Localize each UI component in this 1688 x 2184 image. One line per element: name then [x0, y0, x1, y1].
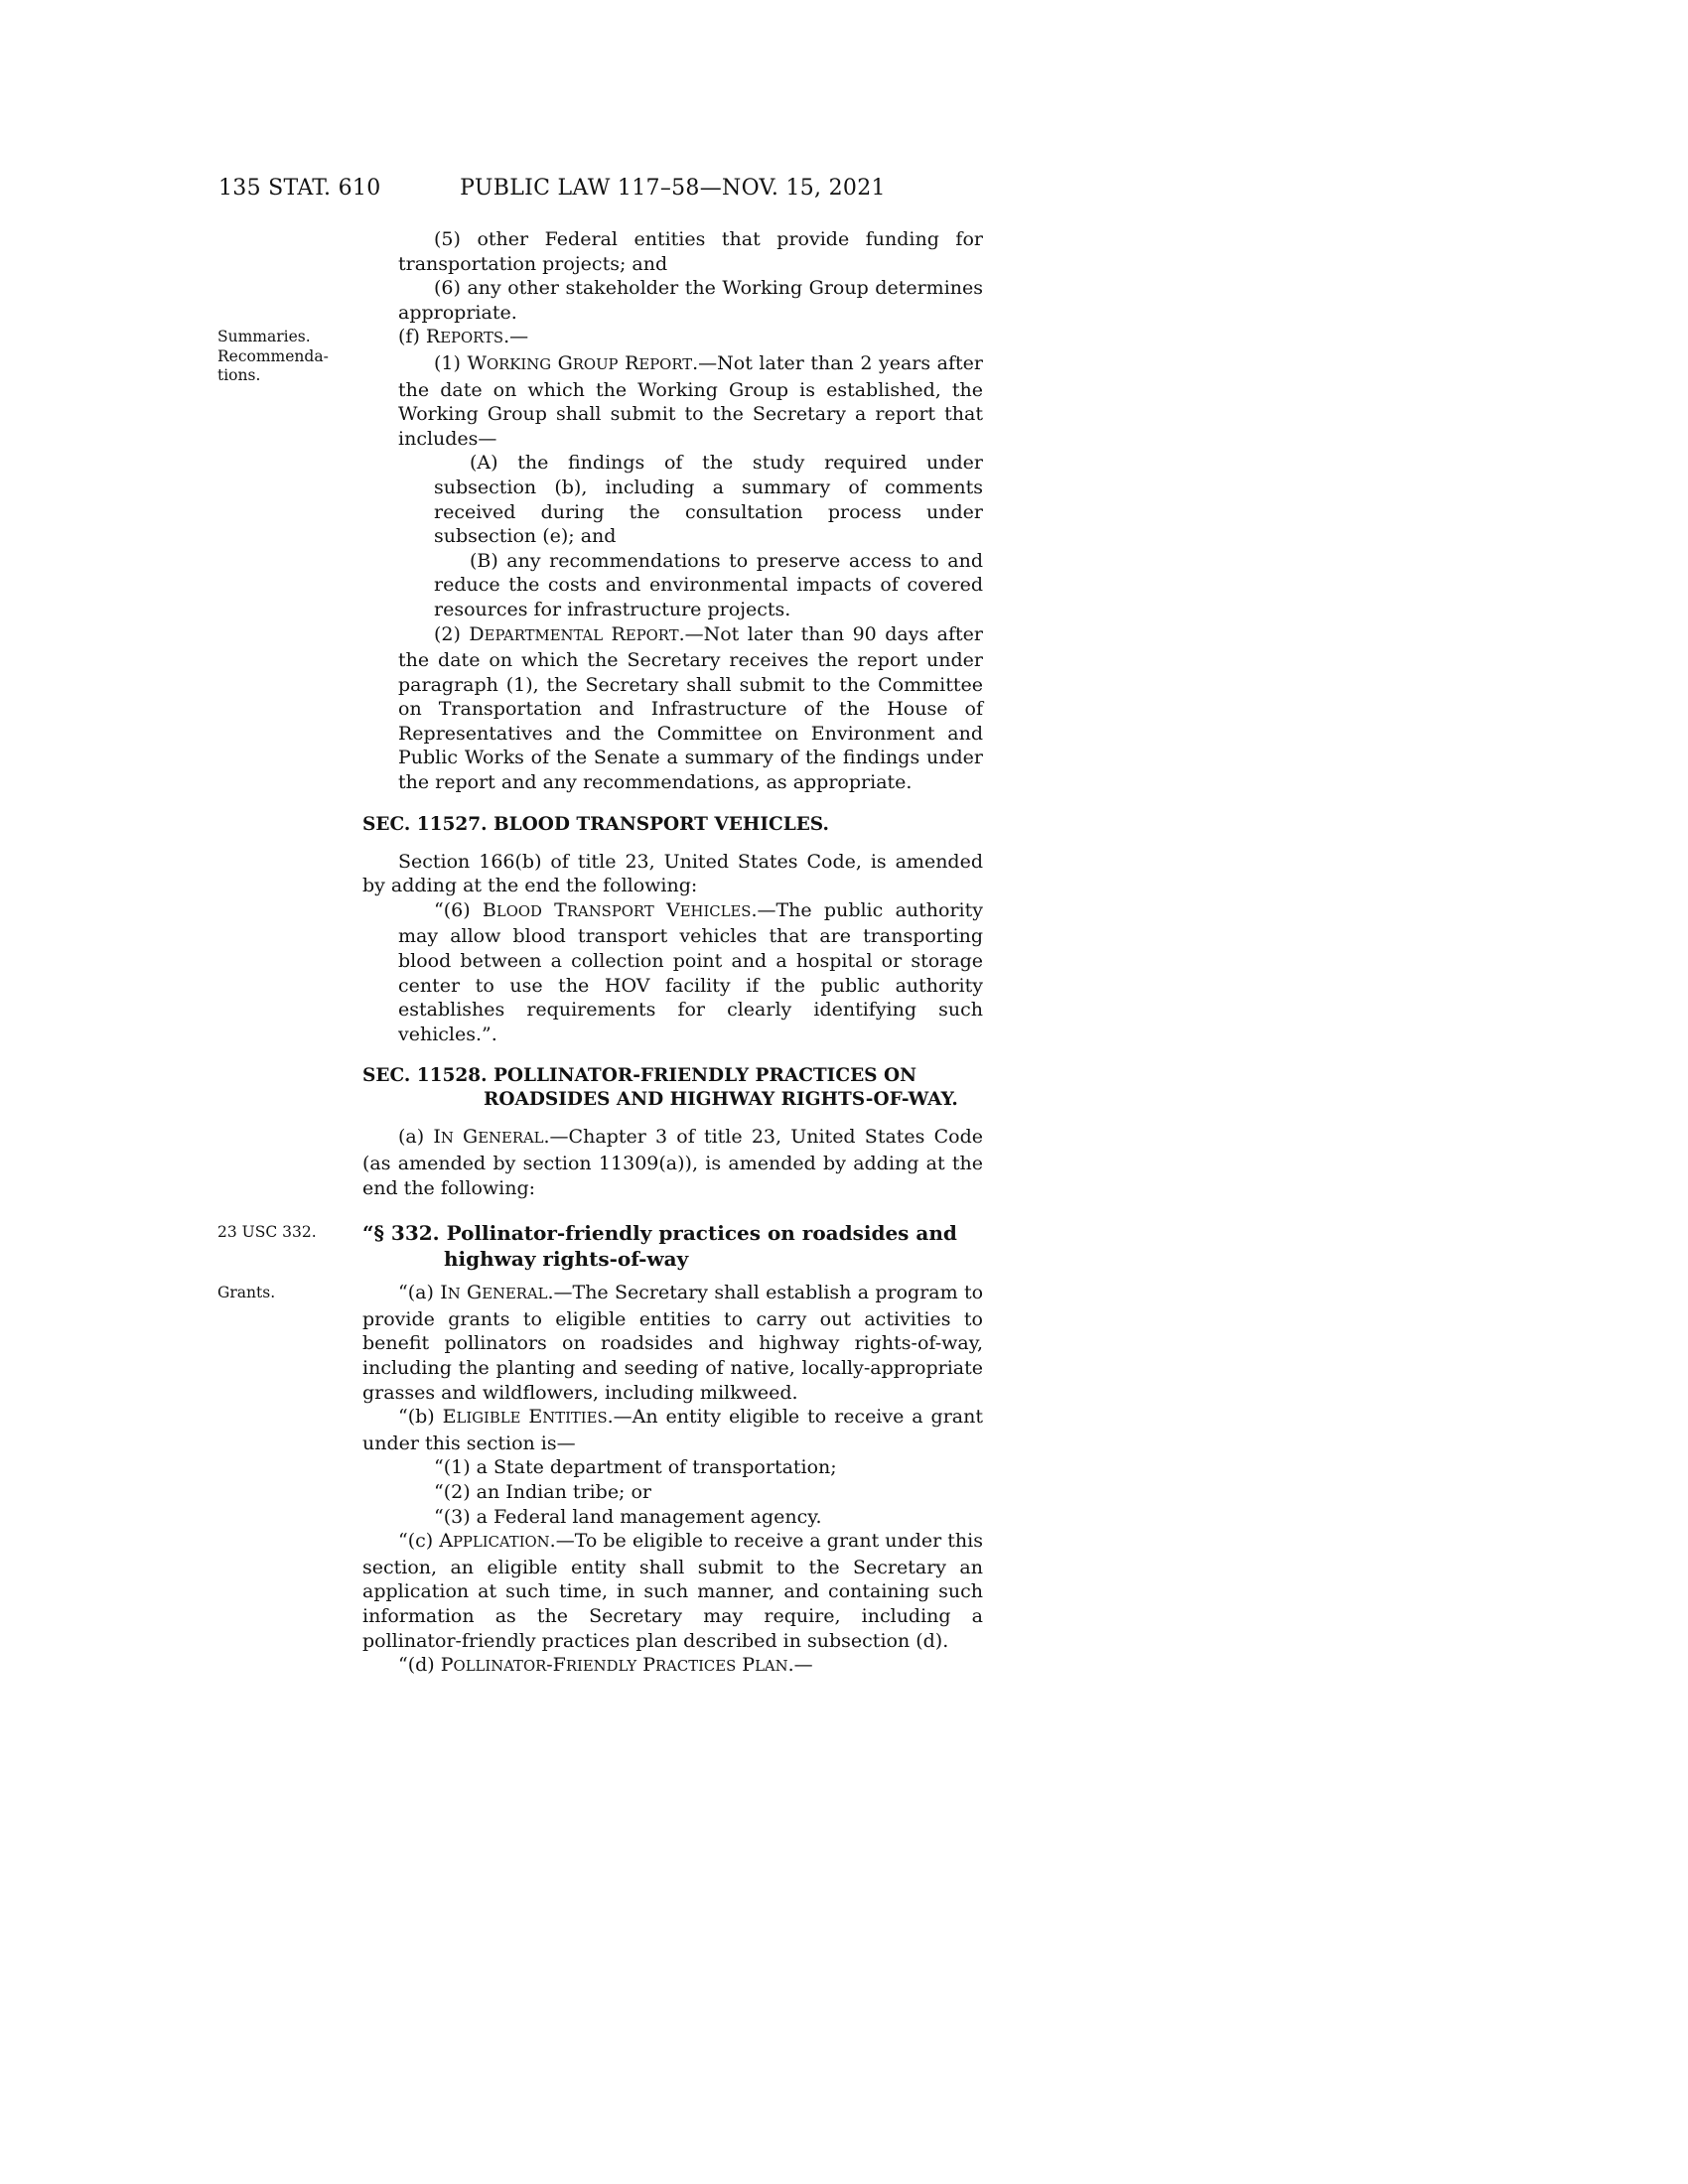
margin-note-line: Summaries. [217, 328, 311, 346]
text-run: Section 166(b) of title 23, United States Code, is amended by adding at the end the following: [362, 850, 983, 897]
text-run: (2) [434, 622, 470, 645]
text-run: (B) any recommendations to preserve access to and reduce the costs and environmental impacts of covered resources for infrastructure projects. [434, 549, 983, 620]
margin-note [217, 1223, 356, 1243]
section-heading [217, 1220, 983, 1272]
text-run: “(d) [398, 1654, 441, 1677]
text-run: .—The Secretary shall establish a program to provide grants to eligible entities to carry out activities to benefit pollinators on roadsides and highway rights-of-way, including the planting and seeding of native, locally-appropriate grasses and wildflowers, including milkweed. [362, 1282, 984, 1404]
statute-paragraph [362, 1125, 983, 1200]
statute-paragraph [217, 1281, 984, 1405]
text-run: (5) other Federal entities that provide funding for transportation projects; and [398, 228, 983, 275]
text-run: .— [787, 1654, 813, 1677]
text-run: .—Chapter 3 of title 23, United States Code (as amended by section 11309(a)), is amended by adding at the end the following: [362, 1126, 983, 1199]
text-run: “(1) a State department of transportation; [434, 1456, 837, 1479]
statute-paragraph [362, 850, 983, 898]
text-run: .— [503, 326, 529, 348]
text-run: .—Not later than 2 years after the date on which the Working Group is established, the Working Group shall submit to the Secretary a report that includes— [398, 351, 984, 450]
stat-page-number: 135 STAT. 610 [218, 176, 381, 201]
text-run: “(b) [398, 1406, 443, 1429]
text-run: “(a) [398, 1282, 441, 1304]
section-heading [362, 1064, 983, 1112]
small-caps-term: REPORTS [425, 326, 504, 348]
statute-paragraph [362, 1653, 983, 1680]
statute-paragraph [398, 1480, 983, 1505]
statute-paragraph [398, 351, 983, 451]
text-run: (1) [434, 351, 468, 374]
statute-paragraph [398, 1455, 983, 1480]
text-run: “(3) a Federal land management agency. [434, 1505, 822, 1528]
statute-paragraph [398, 622, 983, 795]
small-caps-term: IN GENERAL [440, 1282, 548, 1304]
small-caps-term: ELIGIBLE ENTITIES [442, 1406, 608, 1429]
text-run: “§ 332. Pollinator-friendly practices on roadsides and highway rights-of-way [362, 1221, 957, 1272]
text-run: (A) the findings of the study required under subsection (b), including a summary of comments received during the consultation process under subsection (e); and [434, 452, 983, 548]
small-caps-term: WORKING GROUP REPORT [467, 351, 693, 374]
text-run: (f) [398, 326, 426, 348]
text-run: .—To be eligible to receive a grant under this section, an eligible entity shall submit to the Secretary an application at such time, in such manner, and containing such information as the Secretary may require, including a pollinator-friendly practices plan described in subsection (d). [362, 1530, 983, 1652]
text-run: (a) [398, 1126, 434, 1149]
text-run: SEC. 11527. BLOOD TRANSPORT VEHICLES. [362, 813, 829, 835]
margin-note [217, 1284, 356, 1303]
margin-note [217, 328, 356, 386]
statute-body [217, 227, 984, 1680]
section-heading [362, 813, 983, 837]
statute-paragraph [398, 898, 983, 1047]
small-caps-term: POLLINATOR-FRIENDLY PRACTICES PLAN [440, 1654, 788, 1677]
margin-note-line: 23 USC 332. [217, 1223, 317, 1242]
statute-paragraph [362, 1405, 983, 1455]
text-run: “(6) [434, 898, 483, 921]
statute-paragraph [434, 451, 983, 548]
margin-note-line: Recommenda- [217, 346, 329, 365]
statute-paragraph [398, 1505, 983, 1530]
small-caps-term: IN GENERAL [433, 1126, 544, 1149]
small-caps-term: DEPARTMENTAL REPORT [469, 622, 679, 645]
margin-note-line: Grants. [217, 1284, 276, 1302]
statute-paragraph [398, 227, 983, 276]
law-title: PUBLIC LAW 117–58—NOV. 15, 2021 [460, 176, 886, 201]
small-caps-term: BLOOD TRANSPORT VEHICLES [482, 898, 752, 921]
statute-paragraph [362, 1529, 983, 1653]
text-run: .—Not later than 90 days after the date on which the Secretary receives the report under paragraph (1), the Secretary shall submit to the Committee on Transportation and Infrastructure of the House of Representatives and the Committee on Environment and Public Works of the Senate a summary of the findings under the report and any recommendations, as appropriate. [398, 622, 984, 794]
text-run: .—An entity eligible to receive a grant under this section is— [362, 1406, 983, 1454]
text-run: “(c) [398, 1530, 440, 1553]
text-run: “(2) an Indian tribe; or [434, 1480, 652, 1503]
statute-paragraph [434, 549, 983, 622]
statute-paragraph [398, 276, 983, 325]
small-caps-term: APPLICATION [439, 1530, 550, 1553]
margin-note-line: tions. [217, 366, 261, 385]
text-run: .—The public authority may allow blood transport vehicles that are transporting blood between a collection point and a hospital or storage center to use the HOV facility if the public authority establishes requirements for clearly identifying such vehicles.”. [398, 898, 983, 1045]
text-run: SEC. 11528. POLLINATOR-FRIENDLY PRACTICES ON ROADSIDES AND HIGHWAY RIGHTS-OF-WAY. [362, 1065, 958, 1111]
text-run: (6) any other stakeholder the Working Group determines appropriate. [398, 277, 983, 324]
